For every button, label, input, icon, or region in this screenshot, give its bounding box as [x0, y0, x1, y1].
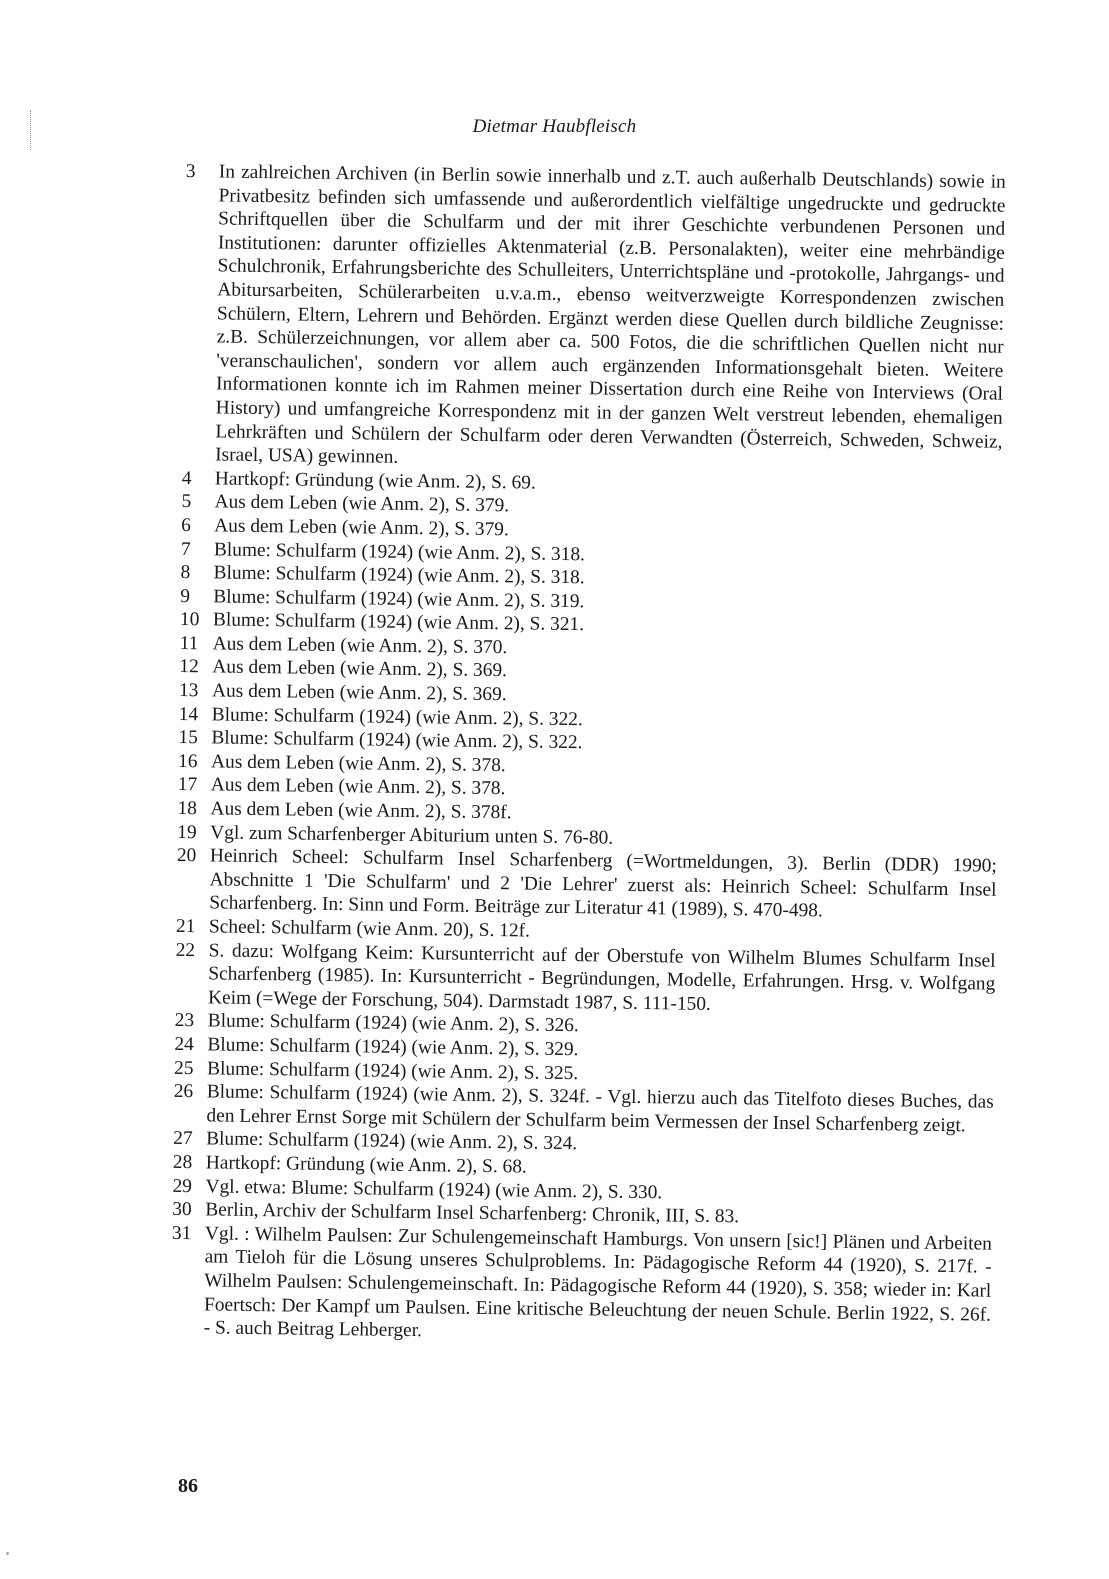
- endnote-3: [182, 160, 1006, 477]
- endnote-text: Blume: Schulfarm (1924) (wie Anm. 2), S. 326.: [207, 1010, 579, 1037]
- scan-speck: [6, 1552, 9, 1555]
- endnote-number: 8: [180, 562, 191, 584]
- endnote-text: Hartkopf: Gründung (wie Anm. 2), S. 69.: [214, 468, 536, 494]
- endnote-number: 10: [179, 609, 200, 631]
- endnote-text: Aus dem Leben (wie Anm. 2), S. 369.: [211, 680, 507, 706]
- endnote-text: Hartkopf: Gründung (wie Anm. 2), S. 68.: [205, 1152, 527, 1178]
- endnote-text: Blume: Schulfarm (1924) (wie Anm. 2), S. 324.: [206, 1128, 578, 1155]
- endnote-text: Blume: Schulfarm (1924) (wie Anm. 2), S. 325.: [206, 1057, 579, 1084]
- endnote-number: 11: [179, 632, 199, 655]
- endnote-number: 18: [177, 797, 198, 820]
- endnote-text: In zahlreichen Archiven (in Berlin sowie innerhalb und z.T. auch außerhalb Deutschlands) sowie in Privatbesitz befinden sich umfassende und außerordentlich vielfältige ungedruckte und gedruckte Schriftquellen über die Schulfarm und der mit ihrer Geschichte verbundenen Personen und Institutionen: darunter offizielles Aktenmaterial (z.B. Personalakten), weiter eine mehrbändige Schulchronik, Erfahrungsberichte des Schulleiters, Unterrichtspläne und -protokolle, Jahrgangs- und Abitursarbeiten, Schülerarbeiten u.v.a.m., ebenso weitverzweigte Korrespondenzen zwischen Schülern, Eltern, Lehrern und Behörden. Ergänzt werden diese Quellen durch bildliche Zeugnisse: z.B. Schülerzeichnungen, vor allem aber ca. 500 Fotos, die die schriftlichen Quellen nicht nur 'veranschaulichen', sondern vor allem auch ergänzenden Informationsgehalt bieten. Weitere Informationen konnte ich im Rahmen meiner Dissertation durch eine Reihe von Interviews (Oral History) und umfangreiche Korrespondenz mit in der ganzen Welt verstreut lebenden, ehemaligen Lehrkräften und Schülern der Schulfarm oder deren Verwandten (Österreich, Schweden, Schweiz, Israel, USA) gewinnen.: [215, 161, 1006, 468]
- endnote-number: 13: [178, 680, 199, 702]
- endnote-31: [171, 1222, 992, 1351]
- endnote-number: 30: [172, 1199, 192, 1221]
- endnote-text: Aus dem Leben (wie Anm. 2), S. 378.: [210, 774, 506, 800]
- running-head: Dietmar Haubfleisch: [472, 116, 637, 137]
- endnote-text: Aus dem Leben (wie Anm. 2), S. 378.: [210, 751, 506, 777]
- endnote-number: 7: [180, 538, 191, 560]
- endnote-text: Blume: Schulfarm (1924) (wie Anm. 2), S. 318.: [213, 562, 585, 589]
- endnote-number: 9: [180, 585, 191, 607]
- endnote-number: 16: [177, 750, 198, 773]
- endnote-text: Scheel: Schulfarm (wie Anm. 20), S. 12f.: [208, 916, 531, 942]
- endnote-number: 3: [185, 160, 196, 183]
- endnote-text: Vgl. : Wilhelm Paulsen: Zur Schulengemeinschaft Hamburgs. Von unsern [sic!] Plänen und Arbeiten am Tieloh für die Lösung unseres Schulproblems. In: Pädagogische Reform 44 (1920), S. 217f. - Wilhelm Paulsen: Schulengemeinschaft. In: Pädagogische Reform 44 (1920), S. 358; wieder in: Karl Foertsch: Der Kampf um Paulsen. Eine kritische Beleuchtung der neuen Schule. Berlin 1922, S. 26f. - S. auch Beitrag Lehberger.: [203, 1223, 993, 1342]
- endnote-number: 24: [174, 1033, 194, 1056]
- endnote-number: 17: [177, 774, 198, 796]
- endnote-number: 21: [175, 915, 196, 938]
- endnote-number: 25: [173, 1057, 194, 1079]
- endnote-number: 14: [178, 703, 199, 725]
- endnote-text: Aus dem Leben (wie Anm. 2), S. 369.: [212, 656, 508, 682]
- endnote-text: Blume: Schulfarm (1924) (wie Anm. 2), S. 324f. - Vgl. hierzu auch das Titelfoto dieses Buches, das den Lehrer Ernst Sorge mit Schülern der Schulfarm beim Vermessen der Insel Scharfenberg zeigt.: [206, 1081, 994, 1137]
- endnote-number: 4: [181, 467, 192, 489]
- endnote-text: Blume: Schulfarm (1924) (wie Anm. 2), S. 321.: [212, 609, 585, 636]
- endnote-text: Blume: Schulfarm (1924) (wie Anm. 2), S. 319.: [213, 586, 585, 612]
- endnote-text: S. dazu: Wolfgang Keim: Kursunterricht auf der Oberstufe von Wilhelm Blumes Schulfarm Insel Scharfenberg (1985). In: Kursunterricht - Begründungen, Modelle, Erfahrungen. Hrsg. v. Wolfgang Keim (=Wege der Forschung, 504). Darmstadt 1987, S. 111-150.: [207, 939, 996, 1015]
- endnote-number: 20: [176, 845, 197, 867]
- endnote-text: Blume: Schulfarm (1924) (wie Anm. 2), S. 322.: [211, 704, 583, 730]
- endnote-number: 15: [178, 727, 198, 749]
- endnote-number: 29: [172, 1175, 193, 1197]
- endnote-text: Blume: Schulfarm (1924) (wie Anm. 2), S. 322.: [211, 727, 583, 754]
- endnote-number: 22: [175, 939, 196, 961]
- endnote-number: 23: [174, 1010, 195, 1032]
- endnote-text: Aus dem Leben (wie Anm. 2), S. 378f.: [210, 798, 512, 824]
- endnote-number: 28: [172, 1151, 193, 1174]
- endnote-text: Berlin, Archiv der Schulfarm Insel Scharfenberg: Chronik, III, S. 83.: [205, 1199, 740, 1228]
- endnote-text: Aus dem Leben (wie Anm. 2), S. 370.: [212, 633, 508, 659]
- endnote-text: Blume: Schulfarm (1924) (wie Anm. 2), S. 329.: [207, 1034, 579, 1061]
- endnote-number: 12: [179, 656, 199, 678]
- endnote-text: Aus dem Leben (wie Anm. 2), S. 379.: [214, 515, 509, 541]
- endnote-text: Heinrich Scheel: Schulfarm Insel Scharfenberg (=Wortmeldungen, 3). Berlin (DDR) 1990; Abschnitte 1 'Die Schulfarm' und 2 'Die Lehrer' zuerst als: Heinrich Scheel: Schulfarm Insel Scharfenberg. In: Sinn und Form. Beiträge zur Literatur 41 (1989), S. 470-498.: [209, 845, 997, 922]
- endnote-text: Vgl. zum Scharfenberger Abiturium unten S. 76-80.: [210, 822, 614, 849]
- endnote-text: Vgl. etwa: Blume: Schulfarm (1924) (wie Anm. 2), S. 330.: [205, 1175, 663, 1203]
- endnote-text: Aus dem Leben (wie Anm. 2), S. 379.: [214, 491, 510, 517]
- endnote-number: 27: [173, 1128, 193, 1150]
- endnote-number: 31: [171, 1222, 192, 1244]
- endnote-20: [176, 844, 997, 926]
- endnotes-list: [171, 160, 1006, 1350]
- page-number: 86: [178, 1475, 198, 1497]
- endnote-text: Blume: Schulfarm (1924) (wie Anm. 2), S. 318.: [213, 538, 586, 565]
- endnote-number: 19: [177, 821, 197, 843]
- endnote-number: 6: [181, 514, 192, 537]
- endnote-number: 5: [181, 491, 192, 513]
- endnote-number: 26: [173, 1081, 194, 1103]
- endnote-22: [175, 939, 996, 1021]
